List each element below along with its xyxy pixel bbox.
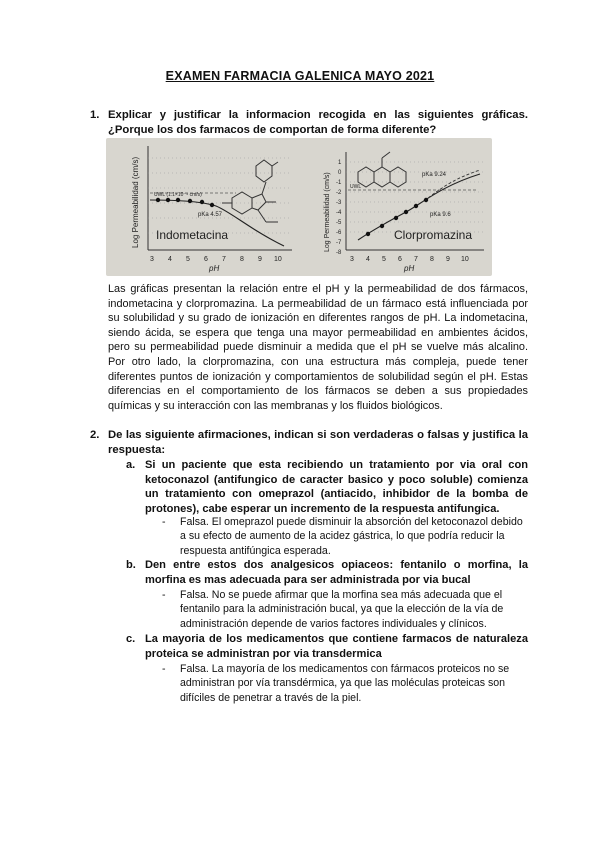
right-xtick: 5 bbox=[382, 256, 386, 263]
right-ytick: 1 bbox=[338, 160, 342, 166]
right-ylabel: Log Permeabilidad (cm/s) bbox=[324, 172, 331, 252]
statement-a bbox=[126, 458, 528, 516]
indometacin-structure-drawing bbox=[222, 160, 278, 222]
statement-b bbox=[126, 558, 528, 587]
right-pka-label-1: pKa 9.24 bbox=[422, 172, 447, 178]
right-ytick: -6 bbox=[336, 230, 342, 236]
left-xtick: 10 bbox=[274, 256, 282, 263]
question-text: Explicar y justificar la informacion recogida en las siguientes gráficas. ¿Porque los dos farmacos de comportan de forma diferente? bbox=[108, 109, 528, 136]
page-title: EXAMEN FARMACIA GALENICA MAYO 2021 bbox=[165, 69, 435, 83]
right-xtick: 9 bbox=[446, 256, 450, 263]
left-ylabel: Log Permeabilidad (cm/s) bbox=[131, 156, 140, 248]
right-xtick: 4 bbox=[366, 256, 370, 263]
left-xtick: 6 bbox=[204, 256, 208, 263]
right-gridlines bbox=[346, 162, 484, 232]
question-number: 1. bbox=[90, 109, 100, 121]
right-ytick: -4 bbox=[336, 210, 342, 216]
left-xlabel: pH bbox=[209, 264, 220, 273]
left-pka-label: pKa 4.57 bbox=[198, 212, 223, 218]
left-xtick: 5 bbox=[186, 256, 190, 263]
left-xtick: 7 bbox=[222, 256, 226, 263]
right-ytick: -2 bbox=[336, 190, 342, 196]
right-xtick: 7 bbox=[414, 256, 418, 263]
right-xtick: 6 bbox=[398, 256, 402, 263]
left-xtick: 4 bbox=[168, 256, 172, 263]
response-text: Falsa. La mayoría de los medicamentos con fármacos proteicos no se administran por vía transdérmica, ya que las moléculas proteicas son difíciles de penetrar a través de la piel. bbox=[180, 663, 510, 704]
right-ytick: -3 bbox=[336, 200, 342, 206]
response-a bbox=[162, 515, 528, 558]
statement-text: Si un paciente que esta recibiendo un tratamiento por via oral con ketoconazol (antifungico de caracter basico y poco soluble) comienza un tratamiento con omeprazol (antiacido, inhibidor de la bomba de protones), cabe esperar un incremento de la respuesta antifungica. bbox=[145, 459, 528, 515]
right-ytick: 0 bbox=[338, 170, 342, 176]
right-uwl-annotation: UWL bbox=[350, 184, 362, 190]
right-ytick: -1 bbox=[336, 180, 342, 186]
left-drug-label: Indometacina bbox=[156, 228, 229, 242]
ph-permeability-figure bbox=[106, 138, 492, 276]
question-number: 2. bbox=[90, 429, 100, 441]
right-xtick: 8 bbox=[430, 256, 434, 263]
left-xtick: 9 bbox=[258, 256, 262, 263]
right-xlabel: pH bbox=[404, 264, 415, 273]
response-text: Falsa. El omeprazol puede disminuir la absorción del ketoconazol debido a su efecto de aumento de la acidez gástrica, lo que podría reducir la respuesta antifúngica esperada. bbox=[180, 516, 523, 557]
statement-letter: c. bbox=[126, 633, 136, 645]
question-2 bbox=[90, 428, 528, 458]
right-ytick: -7 bbox=[336, 240, 342, 246]
right-xtick: 3 bbox=[350, 256, 354, 263]
figure-graphics bbox=[106, 138, 492, 276]
response-dash: - bbox=[162, 663, 166, 675]
statement-text: La mayoria de los medicamentos que contiene farmacos de naturaleza proteica se administran por via transdermica bbox=[145, 633, 528, 660]
left-xtick: 3 bbox=[150, 256, 154, 263]
right-xtick: 10 bbox=[461, 256, 469, 263]
statement-letter: a. bbox=[126, 459, 136, 471]
answer-1: Las gráficas presentan la relación entre el pH y la permeabilidad de dos fármacos, indometacina y clorpromazina. La permeabilidad de un fármaco está influenciada por su solubilidad y su grado de ionización en diferentes rangos de pH. La indometacina, siendo ácida, se espera que tenga una mayor permeabilidad en ambientes ácidos, pero su permeabilidad puede disminuir a medida que el pH se vuelve más alcalino. Por otro lado, la clorpromazina, con una estructura más compleja, puede tener diferentes puntos de ionización y comportamientos de solubilidad según el pH. Estas diferencias en el comportamiento de los fármacos se deben a sus propiedades químicas y su interacción con las membranas y los fluidos biológicos. bbox=[108, 283, 528, 412]
statement-letter: b. bbox=[126, 559, 136, 571]
right-ytick: -5 bbox=[336, 220, 342, 226]
question-1 bbox=[90, 108, 528, 138]
statement-c bbox=[126, 632, 528, 661]
question-text: De las siguiente afirmaciones, indican si son verdaderas o falsas y justifica la respuesta: bbox=[108, 429, 528, 456]
left-xtick: 8 bbox=[240, 256, 244, 263]
response-b bbox=[162, 588, 528, 631]
right-ytick: -8 bbox=[336, 250, 342, 256]
statement-text: Den entre estos dos analgesicos opiaceos: fentanilo o morfina, la morfina es mas adecuada para ser administrada por via bucal bbox=[145, 559, 528, 586]
left-data-points bbox=[156, 198, 214, 207]
response-text: Falsa. No se puede afirmar que la morfina sea más adecuada que el fentanilo para la administración bucal, ya que la elección de la vía de administración depende de varios factores individuales y clínicos. bbox=[180, 589, 504, 630]
response-c bbox=[162, 662, 528, 705]
response-dash: - bbox=[162, 516, 166, 528]
left-uwl-annotation: UWL (1.1×10⁻⁴ cm/s) bbox=[154, 192, 202, 198]
right-pka-label-2: pKa 9.6 bbox=[430, 212, 451, 218]
response-dash: - bbox=[162, 589, 166, 601]
right-drug-label: Clorpromazina bbox=[394, 228, 473, 242]
